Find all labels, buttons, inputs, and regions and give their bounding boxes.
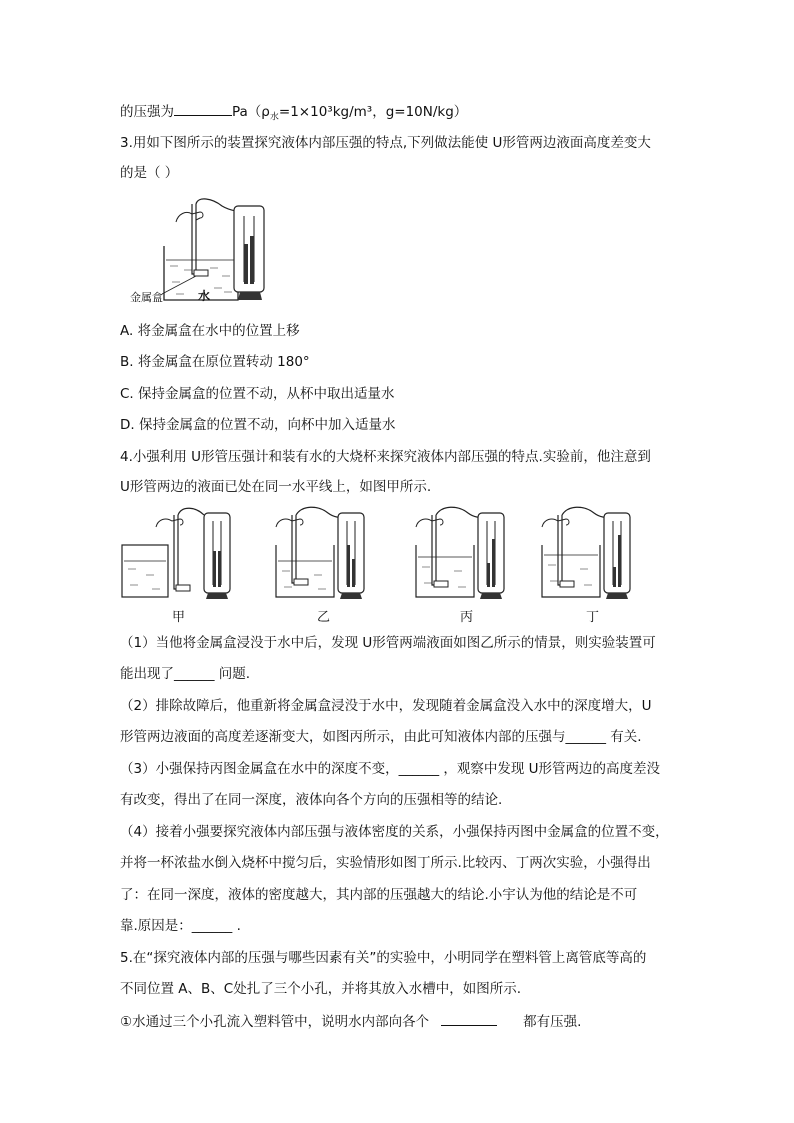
q4-part4-line2: 并将一杯浓盐水倒入烧杯中搅匀后，实验情形如图丁所示.比较丙、丁两次实验，小强得出: [120, 855, 651, 871]
q4-part3-line1: （3）小强保持丙图金属盒在水中的深度不变，______ ，观察中发现 U形管两边的高度差没: [120, 761, 661, 777]
caption-bing: 丙: [460, 610, 474, 625]
q5-stem-line2: 不同位置 A、B、C处扎了三个小孔，并将其放入水槽中，如图所示.: [120, 981, 522, 997]
pressure-question-line: [120, 101, 467, 128]
q4-stem-line1: 4.小强利用 U形管压强计和装有水的大烧杯来探究液体内部压强的特点.实验前，他注意到: [120, 449, 651, 465]
q3-option-c[interactable]: C. 保持金属盒的位置不动，从杯中取出适量水: [120, 386, 395, 402]
q5-stem-line1: 5.在“探究液体内部的压强与哪些因素有关”的实验中，小明同学在塑料管上离管底等高的: [120, 950, 647, 966]
q3-option-a[interactable]: A. 将金属盒在水中的位置上移: [120, 323, 300, 339]
q3-stem-line2: 的是（ ）: [120, 165, 179, 181]
q3-stem-line1: 3.用如下图所示的装置探究液体内部压强的特点,下列做法能使 U形管两边液面高度差变大: [120, 135, 651, 151]
q4-part2-line1: （2）排除故障后，他重新将金属盒浸没于水中，发现随着金属盒没入水中的深度增大，U: [120, 698, 652, 714]
q4-part1-line2: 能出现了______ 问题.: [120, 666, 251, 682]
q4-part4-line1: （4）接着小强要探究液体内部压强与液体密度的关系，小强保持丙图中金属盒的位置不变，: [120, 824, 669, 840]
figure-yi: [262, 505, 384, 601]
q4-part1-line1: （1）当他将金属盒浸没于水中后，发现 U形管两端液面如图乙所示的情景，则实验装置可: [120, 635, 656, 651]
suffix-text: Pa（ρ: [232, 104, 270, 120]
q5-part1-line: [120, 1011, 581, 1032]
figure-jia: [118, 505, 240, 601]
caption-yi: 乙: [317, 610, 331, 625]
figure-bing: [406, 505, 528, 601]
rho-subscript: 水: [269, 112, 279, 123]
q3-option-b[interactable]: B. 将金属盒在原位置转动 180°: [120, 354, 310, 370]
q4-part4-line4: 靠.原因是：______ .: [120, 918, 241, 934]
q5-part1-text-b: 都有压强.: [523, 1014, 582, 1030]
q4-part2-line2: 形管两边液面的高度差逐渐变大，如图丙所示，由此可知液体内部的压强与______ 有关.: [120, 729, 642, 745]
figure-ding: [532, 505, 654, 601]
prefix-text: 的压强为: [120, 104, 174, 120]
caption-jia: 甲: [172, 610, 186, 625]
q3-option-d[interactable]: D. 保持金属盒的位置不动，向杯中加入适量水: [120, 417, 396, 433]
q5-part1-text-a: ①水通过三个小孔流入塑料管中，说明水内部向各个: [120, 1014, 430, 1030]
water-label: 水: [198, 289, 211, 303]
q5-answer-blank[interactable]: [441, 1011, 497, 1026]
q4-part3-line2: 有改变，得出了在同一深度，液体向各个方向的压强相等的结论.: [120, 792, 503, 808]
metal-box-label: 金属盒: [130, 291, 163, 304]
answer-blank[interactable]: [174, 101, 232, 116]
suffix-text-b: =1×10³kg/m³，g=10N/kg）: [278, 104, 468, 120]
q4-part4-line3: 了：在同一深度，液体的密度越大，其内部的压强越大的结论.小宇认为他的结论是不可: [120, 887, 638, 903]
caption-ding: 丁: [586, 610, 600, 625]
q4-stem-line2: U形管两边的液面已处在同一水平线上，如图甲所示.: [120, 479, 432, 495]
